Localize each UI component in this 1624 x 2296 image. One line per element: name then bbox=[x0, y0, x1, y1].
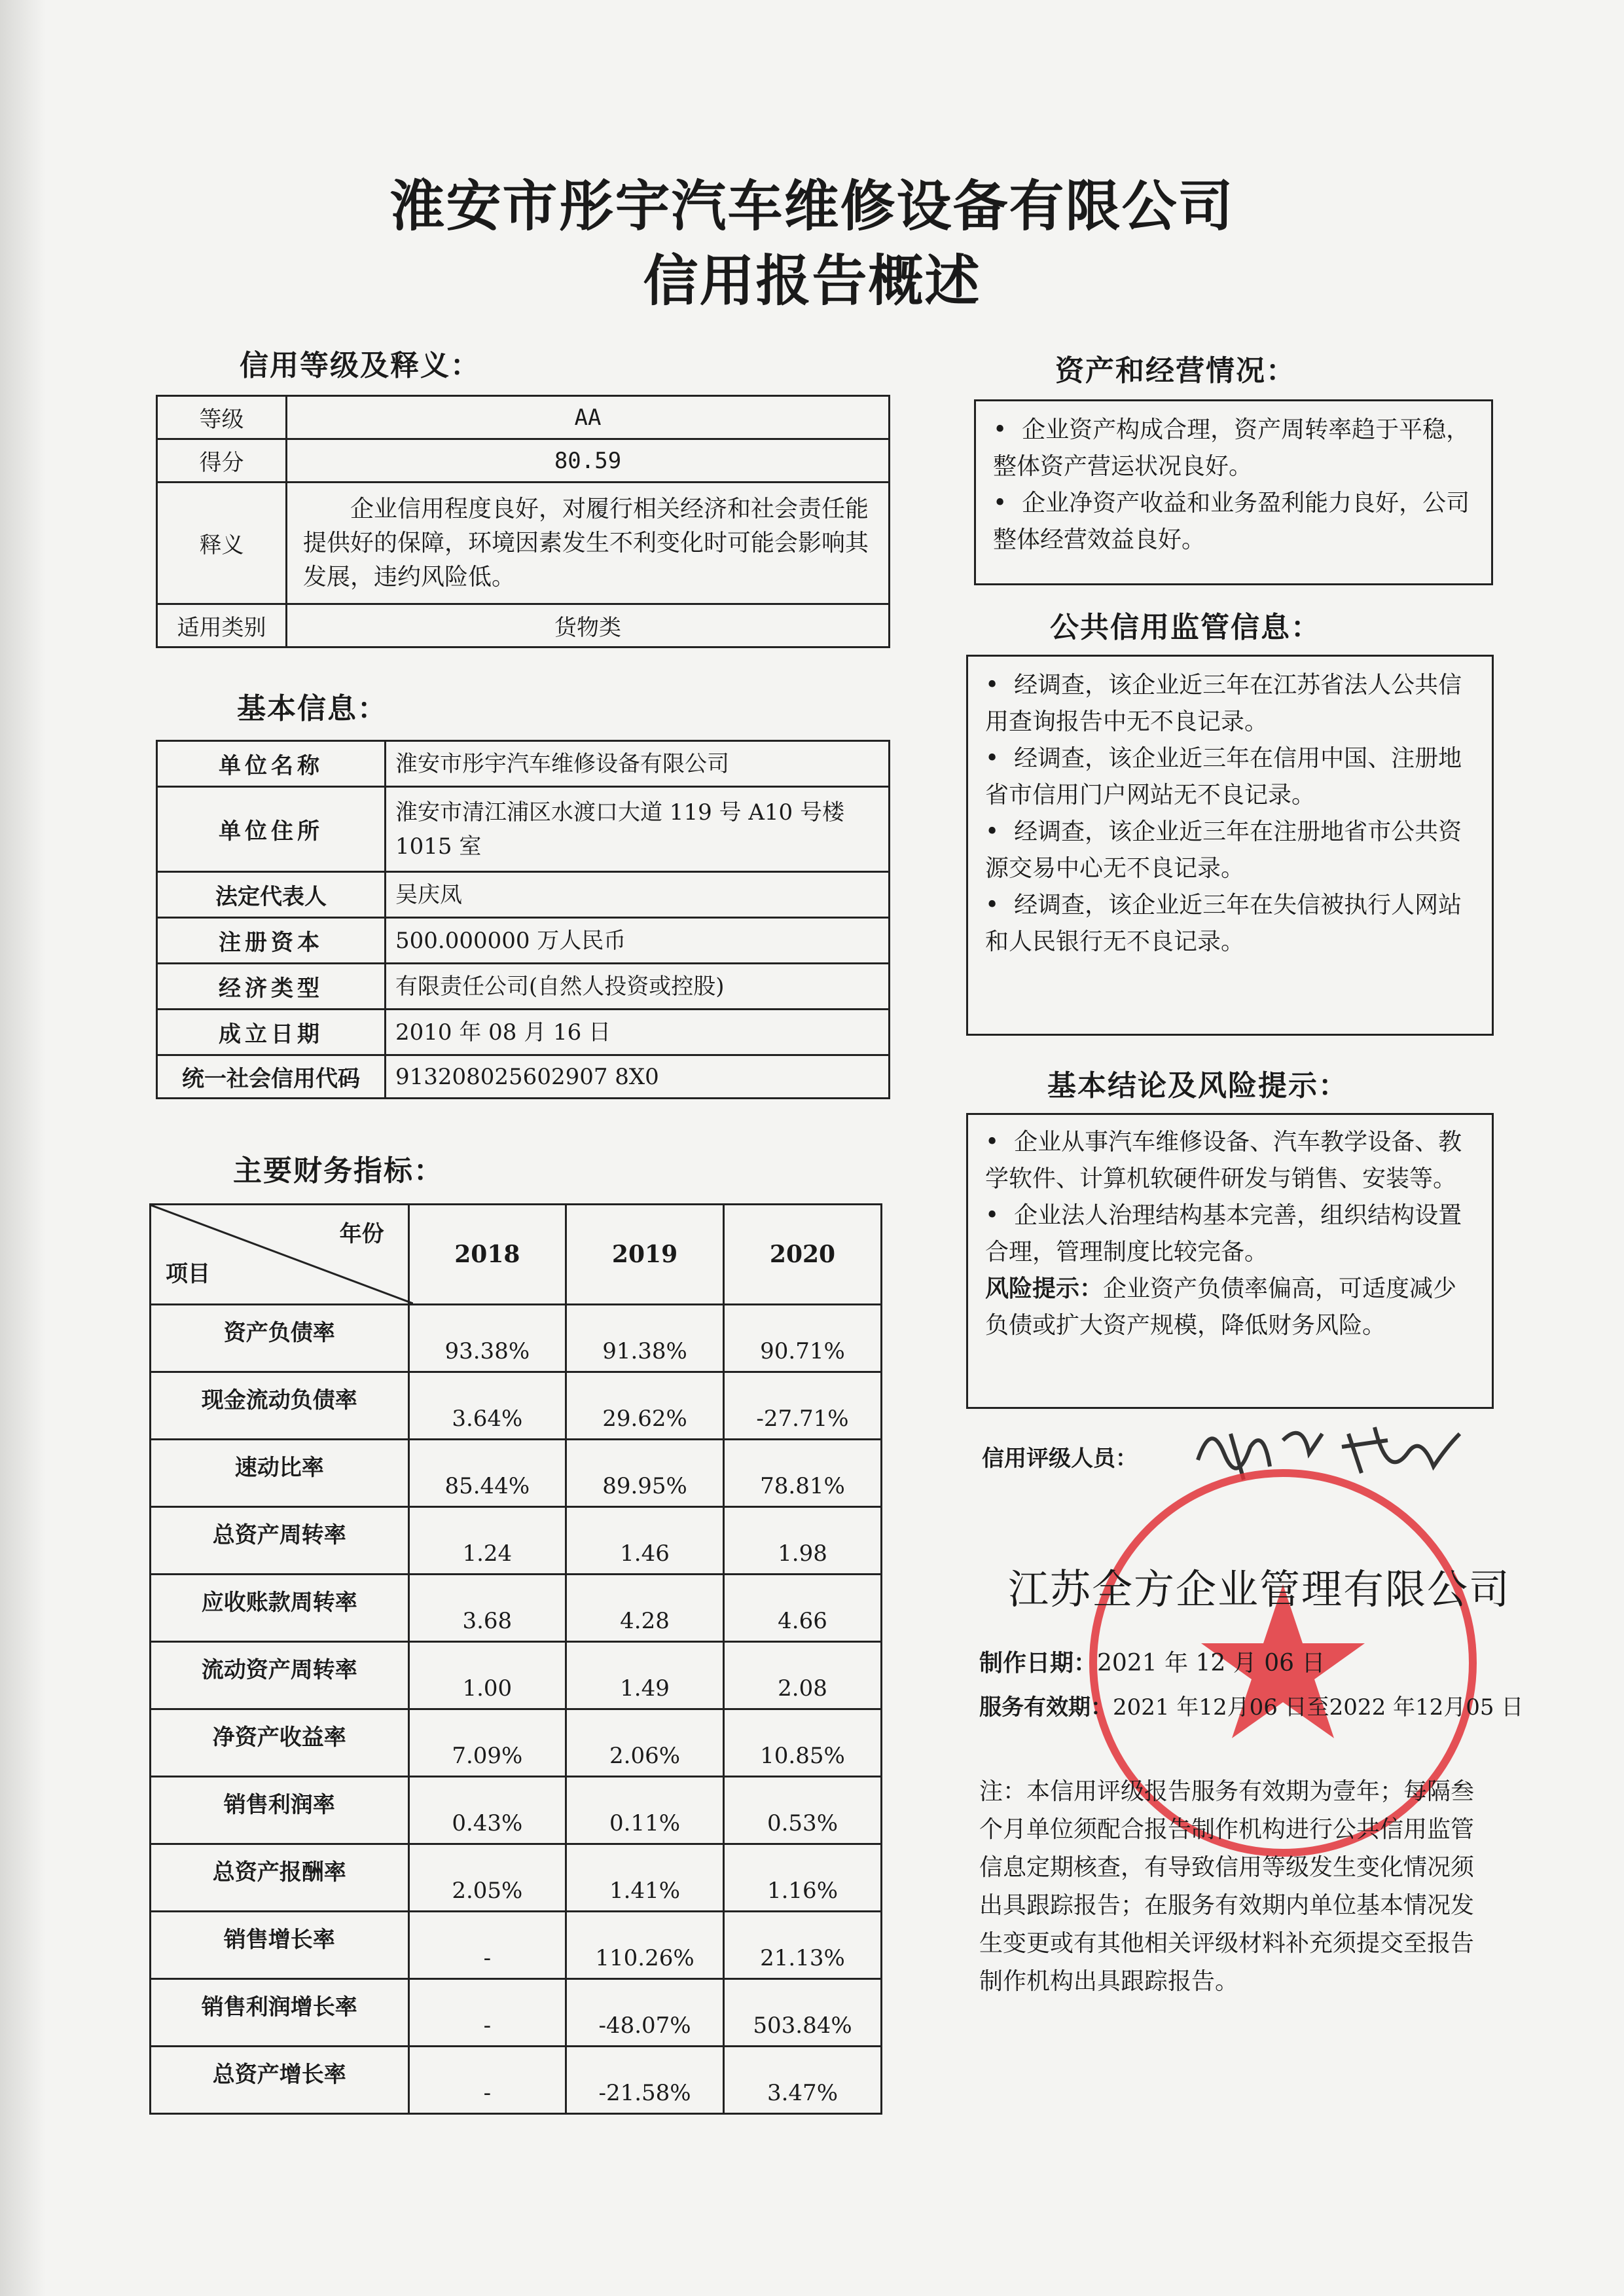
info-value: 淮安市彤宇汽车维修设备有限公司 bbox=[386, 741, 890, 787]
finance-row bbox=[151, 1575, 882, 1642]
metric-value: 1.24 bbox=[408, 1507, 566, 1575]
metric-value: -21.58% bbox=[566, 2047, 724, 2114]
metric-value: 2.05% bbox=[408, 1844, 566, 1912]
metric-value: 85.44% bbox=[408, 1440, 566, 1507]
metric-value: - bbox=[408, 1979, 566, 2047]
report-title-subtitle: 信用报告概述 bbox=[643, 249, 981, 313]
public-credit-heading: 公共信用监管信息： bbox=[1050, 611, 1321, 644]
credit-grade-heading: 信用等级及释义： bbox=[240, 349, 480, 382]
info-value: 吴庆凤 bbox=[386, 872, 890, 918]
metric-name: 销售利润增长率 bbox=[151, 1979, 409, 2047]
bullet-item: • 企业法人治理结构基本完善，组织结构设置合理，管理制度比较完备。 bbox=[985, 1202, 1462, 1266]
metric-value: 0.53% bbox=[724, 1777, 882, 1844]
conclusion-box bbox=[966, 1113, 1494, 1409]
metric-value: 2.06% bbox=[566, 1709, 724, 1777]
metric-value: 89.95% bbox=[566, 1440, 724, 1507]
metric-value: 0.43% bbox=[408, 1777, 566, 1844]
rater-label: 信用评级人员： bbox=[982, 1446, 1138, 1472]
metric-value: 90.71% bbox=[724, 1305, 882, 1372]
finance-row bbox=[151, 1979, 882, 2047]
metric-name: 流动资产周转率 bbox=[151, 1642, 409, 1709]
finance-row bbox=[151, 1372, 882, 1440]
basic-info-heading: 基本信息： bbox=[237, 692, 388, 725]
metric-name: 应收账款周转率 bbox=[151, 1575, 409, 1642]
metric-name: 资产负债率 bbox=[151, 1305, 409, 1372]
metric-name: 现金流动负债率 bbox=[151, 1372, 409, 1440]
risk-note bbox=[968, 1271, 1492, 1344]
bullet-item: • 经调查，该企业近三年在失信被执行人网站和人民银行无不良记录。 bbox=[985, 892, 1462, 955]
footnote: 注：本信用评级报告服务有效期为壹年；每隔叁个月单位须配合报告制作机构进行公共信用监管信息定期核查，有导致信用等级发生变化情况须出具跟踪报告；在服务有效期内单位基本情况发生变更或有其他相关评级材料补充须提交至报告制作机构出具跟踪报告。 bbox=[979, 1778, 1475, 1995]
asset-ops-box bbox=[974, 399, 1493, 585]
metric-value: 4.66 bbox=[724, 1575, 882, 1642]
corner-year-label: 年份 bbox=[339, 1221, 384, 1247]
info-value: 913208025602907 8X0 bbox=[386, 1055, 890, 1099]
finance-row bbox=[151, 1912, 882, 1979]
risk-label: 风险提示： bbox=[985, 1275, 1104, 1302]
category-value: 货物类 bbox=[287, 604, 890, 647]
metric-value: 3.64% bbox=[408, 1372, 566, 1440]
conclusion-heading: 基本结论及风险提示： bbox=[1047, 1069, 1348, 1102]
year-header: 2018 bbox=[408, 1205, 566, 1305]
metric-value: 503.84% bbox=[724, 1979, 882, 2047]
info-value: 淮安市清江浦区水渡口大道 119 号 A10 号楼 1015 室 bbox=[386, 787, 890, 872]
bullet-item: • 经调查，该企业近三年在注册地省市公共资源交易中心无不良记录。 bbox=[985, 818, 1462, 882]
metric-value: 4.28 bbox=[566, 1575, 724, 1642]
year-header: 2020 bbox=[724, 1205, 882, 1305]
bullet-item: • 经调查，该企业近三年在信用中国、注册地省市信用门户网站无不良记录。 bbox=[985, 745, 1462, 809]
finance-row bbox=[151, 1507, 882, 1575]
metric-name: 销售利润率 bbox=[151, 1777, 409, 1844]
metric-value: 21.13% bbox=[724, 1912, 882, 1979]
report-title-company: 淮安市彤宇汽车维修设备有限公司 bbox=[389, 174, 1235, 238]
finance-heading: 主要财务指标： bbox=[233, 1154, 444, 1188]
metric-value: - bbox=[408, 2047, 566, 2114]
metric-value: - bbox=[408, 1912, 566, 1979]
metric-value: 91.38% bbox=[566, 1305, 724, 1372]
service-validity: 服务有效期：2021 年12月06 日至2022 年12月05 日 bbox=[979, 1694, 1524, 1721]
finance-row bbox=[151, 1642, 882, 1709]
metric-name: 总资产增长率 bbox=[151, 2047, 409, 2114]
finance-table bbox=[149, 1203, 882, 2115]
bullet-item: • 经调查，该企业近三年在江苏省法人公共信用查询报告中无不良记录。 bbox=[985, 672, 1462, 735]
info-label: 法定代表人 bbox=[157, 872, 386, 918]
metric-value: 1.49 bbox=[566, 1642, 724, 1709]
asset-ops-heading: 资产和经营情况： bbox=[1055, 354, 1296, 388]
credit-grade-table bbox=[156, 395, 890, 648]
finance-row bbox=[151, 1305, 882, 1372]
metric-value: -48.07% bbox=[566, 1979, 724, 2047]
public-credit-box bbox=[966, 655, 1494, 1036]
info-label: 经济类型 bbox=[157, 964, 386, 1010]
grade-label: 等级 bbox=[157, 396, 287, 439]
finance-row bbox=[151, 2047, 882, 2114]
metric-value: 2.08 bbox=[724, 1642, 882, 1709]
finance-row bbox=[151, 1709, 882, 1777]
meaning-label: 释义 bbox=[157, 483, 287, 604]
metric-value: 78.81% bbox=[724, 1440, 882, 1507]
metric-value: 10.85% bbox=[724, 1709, 882, 1777]
category-label: 适用类别 bbox=[157, 604, 287, 647]
info-value: 500.000000 万人民币 bbox=[386, 918, 890, 964]
finance-corner-cell bbox=[151, 1205, 409, 1305]
issuer-company-name: 江苏全方企业管理有限公司 bbox=[1008, 1565, 1511, 1613]
metric-name: 销售增长率 bbox=[151, 1912, 409, 1979]
grade-value: AA bbox=[287, 396, 890, 439]
metric-value: 1.46 bbox=[566, 1507, 724, 1575]
info-label: 统一社会信用代码 bbox=[157, 1055, 386, 1099]
metric-value: 29.62% bbox=[566, 1372, 724, 1440]
info-label: 注册资本 bbox=[157, 918, 386, 964]
bullet-item: • 企业从事汽车维修设备、汽车教学设备、教学软件、计算机软硬件研发与销售、安装等。 bbox=[985, 1129, 1462, 1192]
year-header: 2019 bbox=[566, 1205, 724, 1305]
score-value: 80.59 bbox=[287, 439, 890, 483]
metric-name: 净资产收益率 bbox=[151, 1709, 409, 1777]
metric-value: 3.47% bbox=[724, 2047, 882, 2114]
metric-value: 110.26% bbox=[566, 1912, 724, 1979]
basic-info-table bbox=[156, 740, 890, 1099]
info-value: 有限责任公司(自然人投资或控股) bbox=[386, 964, 890, 1010]
finance-row bbox=[151, 1777, 882, 1844]
metric-value: 1.98 bbox=[724, 1507, 882, 1575]
metric-value: 0.11% bbox=[566, 1777, 724, 1844]
corner-item-label: 项目 bbox=[166, 1261, 210, 1287]
info-label: 成立日期 bbox=[157, 1010, 386, 1055]
finance-row bbox=[151, 1844, 882, 1912]
info-value: 2010 年 08 月 16 日 bbox=[386, 1010, 890, 1055]
metric-value: -27.71% bbox=[724, 1372, 882, 1440]
metric-value: 1.16% bbox=[724, 1844, 882, 1912]
metric-value: 7.09% bbox=[408, 1709, 566, 1777]
meaning-text: 企业信用程度良好，对履行相关经济和社会责任能提供好的保障，环境因素发生不利变化时可能会影响其发展，违约风险低。 bbox=[287, 483, 890, 604]
bullet-item: • 企业资产构成合理，资产周转率趋于平稳，整体资产营运状况良好。 bbox=[993, 416, 1470, 480]
metric-name: 总资产周转率 bbox=[151, 1507, 409, 1575]
metric-value: 1.41% bbox=[566, 1844, 724, 1912]
scan-edge-shadow bbox=[0, 0, 46, 2296]
make-date: 制作日期：2021 年 12 月 06 日 bbox=[979, 1650, 1326, 1677]
info-label: 单位住所 bbox=[157, 787, 386, 872]
metric-name: 速动比率 bbox=[151, 1440, 409, 1507]
score-label: 得分 bbox=[157, 439, 287, 483]
metric-value: 3.68 bbox=[408, 1575, 566, 1642]
finance-row bbox=[151, 1440, 882, 1507]
metric-value: 1.00 bbox=[408, 1642, 566, 1709]
info-label: 单位名称 bbox=[157, 741, 386, 787]
metric-value: 93.38% bbox=[408, 1305, 566, 1372]
bullet-item: • 企业净资产收益和业务盈利能力良好，公司整体经营效益良好。 bbox=[993, 490, 1470, 553]
metric-name: 总资产报酬率 bbox=[151, 1844, 409, 1912]
risk-text: 企业资产负债率偏高，可适度减少负债或扩大资产规模，降低财务风险。 bbox=[985, 1275, 1457, 1339]
